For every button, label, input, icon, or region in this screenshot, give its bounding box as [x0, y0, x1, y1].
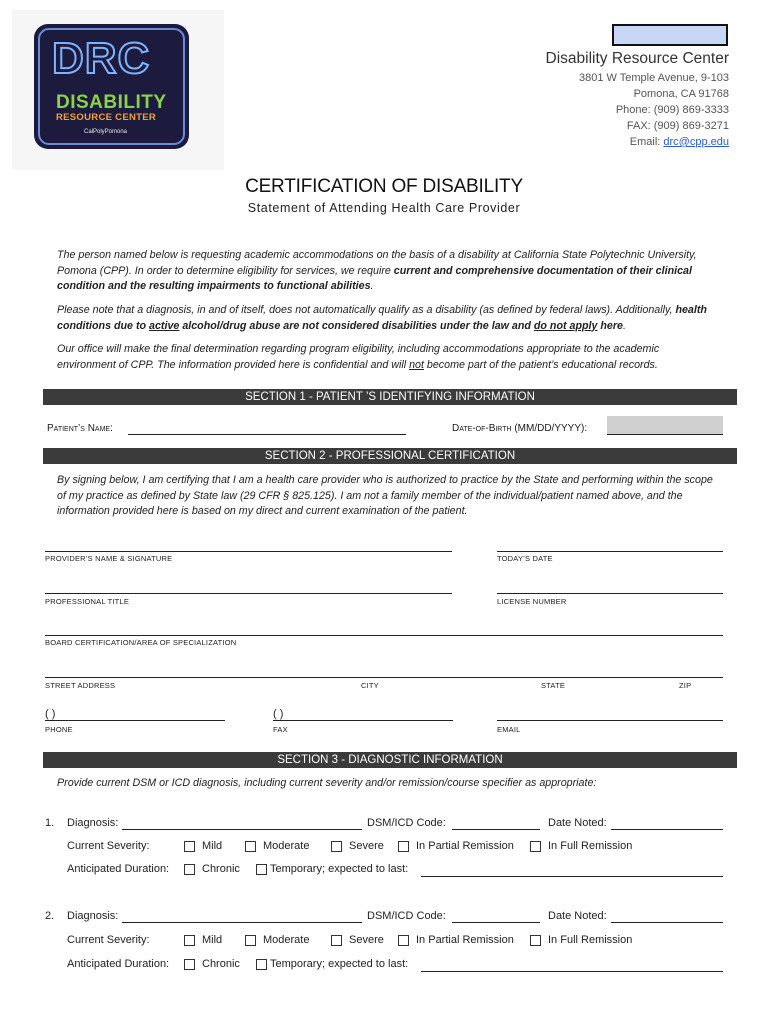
section2-header: SECTION 2 - PROFESSIONAL CERTIFICATION: [43, 448, 737, 464]
duration-label: Anticipated Duration:: [67, 958, 170, 970]
temporary-label: Temporary; expected to last:: [270, 958, 409, 970]
logo-drc-text: DRC: [52, 34, 151, 83]
chronic-checkbox[interactable]: [184, 959, 195, 970]
diagnosis-field[interactable]: [122, 829, 362, 830]
fax-number: FAX: (909) 869-3271: [626, 120, 729, 132]
address-line-2: Pomona, CA 91768: [633, 88, 729, 100]
partial-remission-checkbox[interactable]: [398, 935, 409, 946]
patient-name-label: Patient’s Name:: [47, 423, 113, 434]
date-noted-field[interactable]: [611, 922, 723, 923]
mild-checkbox[interactable]: [184, 935, 195, 946]
moderate-label: Moderate: [263, 840, 310, 852]
address-field[interactable]: [45, 677, 723, 678]
logo-disability-text: DISABILITY: [56, 92, 167, 113]
fax-area-code: ( ): [273, 708, 284, 720]
chronic-label: Chronic: [202, 958, 240, 970]
intro-paragraph-1: The person named below is requesting academic accommodations on the basis of a disability at California State Polytechnic University, Pomona (CPP). In order to determine eligibility for services, we require current and comprehensive documentation of their clinical condition and the resulting impairments to functional abilities.: [57, 249, 697, 292]
email-field[interactable]: [497, 720, 723, 721]
temporary-checkbox[interactable]: [256, 959, 267, 970]
phone-number: Phone: (909) 869-3333: [615, 104, 729, 116]
intro-paragraph-2: Please note that a diagnosis, in and of itself, does not automatically qualify as a disability (as defined by federal laws). Additionally, health conditions due to active alcohol/drug abuse are not considered disabilities under the law and do not apply here.: [57, 304, 707, 332]
partial-remission-label: In Partial Remission: [416, 840, 514, 852]
diagnosis-label: Diagnosis:: [67, 817, 119, 829]
date-noted-label: Date Noted:: [548, 910, 607, 922]
address-line-1: 3801 W Temple Avenue, 9-103: [578, 72, 729, 84]
page-subtitle: Statement of Attending Health Care Provider: [247, 201, 521, 215]
provider-name-field[interactable]: [45, 551, 452, 552]
moderate-checkbox[interactable]: [245, 841, 256, 852]
severe-checkbox[interactable]: [331, 841, 342, 852]
partial-remission-checkbox[interactable]: [398, 841, 409, 852]
section1-header: SECTION 1 - PATIENT ’S IDENTIFYING INFORMATION: [43, 389, 737, 405]
email-link[interactable]: drc@cpp.edu: [663, 136, 729, 148]
diagnosis-label: Diagnosis:: [67, 910, 119, 922]
entry-number: 2.: [45, 910, 55, 922]
org-name: Disability Resource Center: [545, 50, 729, 67]
logo-cpp-text: CalPolyPomona: [84, 129, 128, 135]
phone-area-code: ( ): [45, 708, 56, 720]
severe-checkbox[interactable]: [331, 935, 342, 946]
board-certification-field[interactable]: [45, 635, 723, 636]
chronic-label: Chronic: [202, 863, 240, 875]
severe-label: Severe: [349, 840, 384, 852]
highlight-box: [612, 24, 728, 46]
logo-resource-center-text: RESOURCE CENTER: [56, 112, 157, 123]
severity-label: Current Severity:: [67, 840, 150, 852]
dsm-code-field[interactable]: [452, 829, 540, 830]
license-number-label: LICENSE NUMBER: [497, 597, 567, 606]
dob-label: Date-of-Birth (MM/DD/YYYY):: [452, 423, 588, 434]
todays-date-field[interactable]: [497, 551, 723, 552]
professional-title-field[interactable]: [45, 593, 452, 594]
dsm-code-label: DSM/ICD Code:: [367, 910, 446, 922]
street-address-label: STREET ADDRESS: [45, 681, 116, 690]
temporary-label: Temporary; expected to last:: [270, 863, 409, 875]
intro-paragraph-3: Our office will make the final determination regarding program eligibility, including accommodations appropriate to the academic environment of CPP. The information provided here is confidential and will not become part of the patient’s educational records.: [57, 343, 660, 371]
city-label: CITY: [361, 681, 379, 690]
diagnosis-field[interactable]: [122, 922, 362, 923]
severe-label: Severe: [349, 934, 384, 946]
state-label: STATE: [541, 681, 566, 690]
moderate-label: Moderate: [263, 934, 310, 946]
board-certification-label: BOARD CERTIFICATION/AREA OF SPECIALIZATION: [45, 638, 237, 647]
email-field-label: EMAIL: [497, 725, 521, 734]
full-remission-label: In Full Remission: [548, 840, 633, 852]
severity-label: Current Severity:: [67, 934, 150, 946]
fax-field[interactable]: [273, 720, 453, 721]
fax-label: FAX: [273, 725, 288, 734]
duration-label: Anticipated Duration:: [67, 863, 170, 875]
professional-title-label: PROFESSIONAL TITLE: [45, 597, 130, 606]
mild-checkbox[interactable]: [184, 841, 195, 852]
partial-remission-label: In Partial Remission: [416, 934, 514, 946]
dsm-code-label: DSM/ICD Code:: [367, 817, 446, 829]
dob-underline: [607, 434, 723, 435]
temporary-checkbox[interactable]: [256, 864, 267, 875]
full-remission-checkbox[interactable]: [530, 935, 541, 946]
patient-name-field[interactable]: [128, 434, 406, 435]
license-number-field[interactable]: [497, 593, 723, 594]
email-line: [630, 136, 729, 148]
temporary-duration-field[interactable]: [421, 971, 723, 972]
chronic-checkbox[interactable]: [184, 864, 195, 875]
full-remission-label: In Full Remission: [548, 934, 633, 946]
certification-statement: By signing below, I am certifying that I am a health care provider who is authorized to practice by the State and performing within the scope of my practice as defined by State law (29 CFR § 825.125). I am not a family member of the individual/patient named above, and the information provided here is based on my direct and current examination of the patient.: [57, 474, 713, 517]
zip-label: ZIP: [679, 681, 692, 690]
page-title: CERTIFICATION OF DISABILITY: [245, 176, 523, 197]
section3-header: SECTION 3 - DIAGNOSTIC INFORMATION: [43, 752, 737, 768]
dsm-code-field[interactable]: [452, 922, 540, 923]
date-noted-label: Date Noted:: [548, 817, 607, 829]
mild-label: Mild: [202, 840, 223, 852]
provider-name-label: PROVIDER’S NAME & SIGNATURE: [45, 554, 173, 563]
full-remission-checkbox[interactable]: [530, 841, 541, 852]
todays-date-label: TODAY’S DATE: [497, 554, 553, 563]
temporary-duration-field[interactable]: [421, 876, 723, 877]
entry-number: 1.: [45, 817, 55, 829]
moderate-checkbox[interactable]: [245, 935, 256, 946]
email-label: Email:: [629, 136, 664, 148]
phone-field[interactable]: [45, 720, 225, 721]
diagnosis-instruction: Provide current DSM or ICD diagnosis, including current severity and/or remission/course specifier as appropriate:: [57, 777, 597, 789]
date-noted-field[interactable]: [611, 829, 723, 830]
mild-label: Mild: [202, 934, 223, 946]
dob-field[interactable]: [607, 416, 723, 434]
phone-label: PHONE: [45, 725, 73, 734]
